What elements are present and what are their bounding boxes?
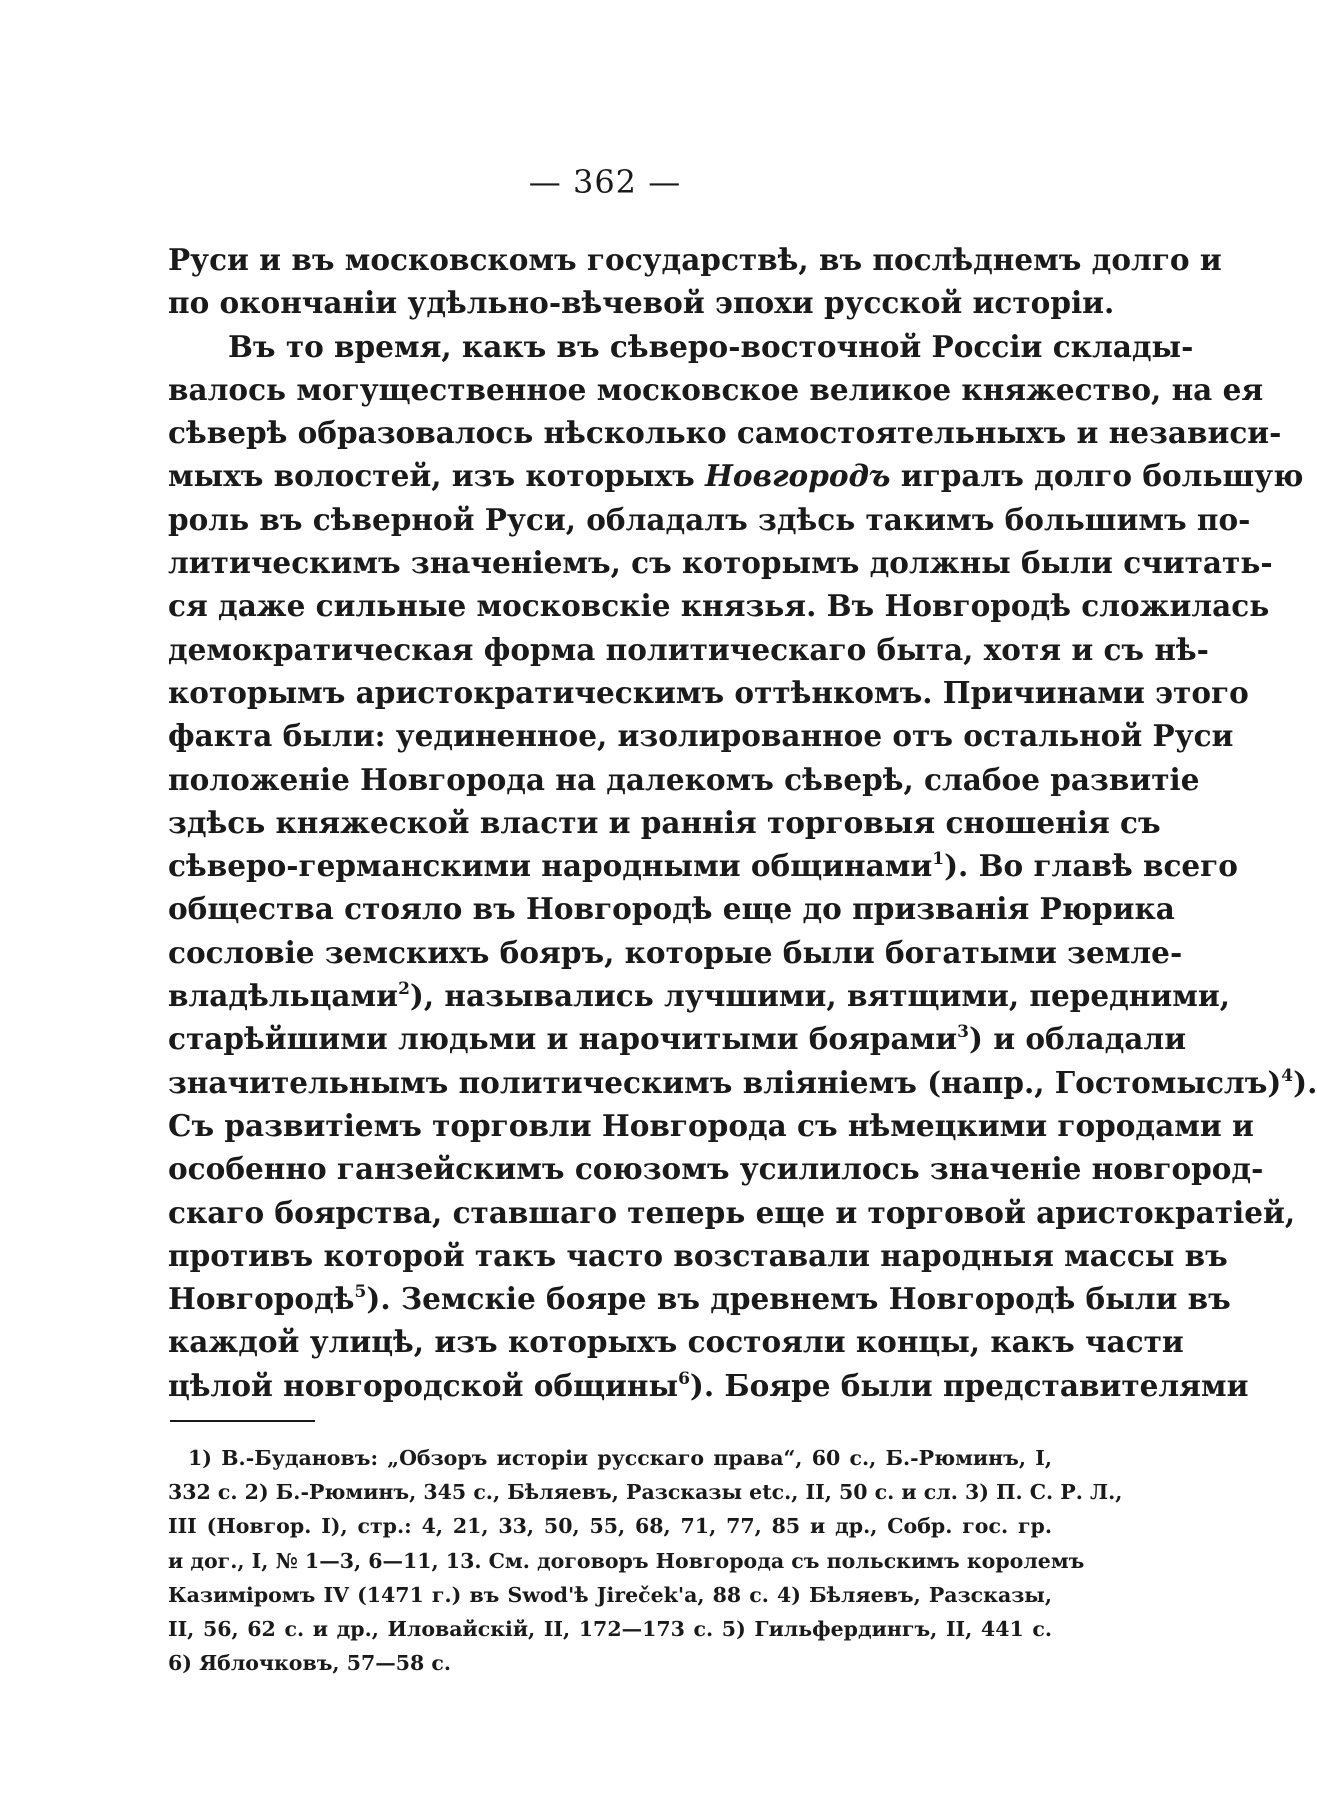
text-run: владѣльцами [168, 978, 399, 1014]
footnote-marker: 2 [398, 979, 410, 1000]
text-run: сѣверо-германскими народными общинами [168, 848, 933, 884]
text-line: скаго боярства, ставшаго теперь еще и торговой аристократіей, [168, 1194, 1296, 1230]
footnote-marker: 4 [1281, 1065, 1294, 1086]
text-line: литическимъ значеніемъ, съ которымъ должны были считать- [168, 545, 1273, 581]
page-number: — 362 — [528, 163, 682, 201]
italic-term: Новгородъ [705, 458, 891, 494]
footnote-line: II, 56, 62 с. и др., Иловайскій, II, 172—173 с. 5) Гильфердингъ, II, 441 с. [168, 1616, 1052, 1641]
footnote-line: 6) Яблочковъ, 57—58 с. [168, 1651, 452, 1676]
text-line [168, 844, 1238, 887]
text-line: которымъ аристократическимъ оттѣнкомъ. Причинами этого [168, 674, 1249, 710]
text-run: ). Земскіе бояре въ древнемъ Новгородѣ были въ [366, 1281, 1231, 1317]
footnote-line: Казиміромъ IV (1471 г.) въ Swod'ѣ Jireček'а, 88 с. 4) Бѣляевъ, Разсказы, [168, 1582, 1052, 1607]
footnotes [168, 1441, 1123, 1680]
footnote-marker: 6 [678, 1368, 690, 1389]
text-line [168, 1364, 1249, 1407]
footnote-marker: 3 [957, 1022, 969, 1043]
text-line: противъ которой такъ часто возставали народныя массы въ [168, 1237, 1228, 1273]
text-run: старѣйшими людьми и нарочитыми боярами [168, 1021, 958, 1057]
text-line: Въ то время, какъ въ сѣверо-восточной Россіи склады- [228, 328, 1194, 364]
text-line: каждой улицѣ, изъ которыхъ состояли концы, какъ части [168, 1324, 1184, 1360]
text-run: значительнымъ политическимъ вліяніемъ (напр., Гостомыслъ) [168, 1064, 1282, 1100]
text-run: игралъ долго большую [900, 458, 1304, 494]
text-line [168, 1061, 1317, 1104]
text-line: положеніе Новгорода на далекомъ сѣверѣ, слабое развитіе [168, 761, 1200, 797]
body-text [168, 238, 1317, 1407]
text-line: ся даже сильные московскіе князья. Въ Новгородѣ сложилась [168, 588, 1270, 624]
footnote-line: III (Новгор. I), стр.: 4, 21, 33, 50, 55, 68, 71, 77, 85 и др., Собр. гос. гр. [168, 1514, 1052, 1539]
text-line: Руси и въ московскомъ государствѣ, въ послѣднемъ долго и [168, 242, 1222, 277]
text-run: ), назывались лучшими, вятщими, передними, [409, 978, 1231, 1014]
text-line: здѣсь княжеской власти и раннія торговыя сношенія съ [168, 804, 1161, 840]
text-line: общества стояло въ Новгородѣ еще до призванія Рюрика [168, 891, 1175, 927]
text-line: сѣверѣ образовалось нѣсколько самостоятельныхъ и независи- [168, 415, 1282, 451]
footnote-line: и дог., I, № 1—3, 6—11, 13. См. договоръ Новгорода съ польскимъ королемъ [168, 1548, 1085, 1573]
text-run: мыхъ волостей, изъ которыхъ [168, 458, 695, 494]
text-run: ) и обладали [968, 1021, 1187, 1057]
footnote-separator [170, 1420, 315, 1422]
text-run: цѣлой новгородской общины [168, 1367, 679, 1403]
text-line [168, 1017, 1187, 1060]
text-line: факта были: уединенное, изолированное отъ остальной Руси [168, 718, 1234, 754]
text-line [168, 974, 1231, 1017]
text-line: демократическая форма политическаго быта, хотя и съ нѣ- [168, 631, 1209, 667]
text-line [168, 454, 1304, 497]
text-line: роль въ сѣверной Руси, обладалъ здѣсь такимъ большимъ по- [168, 501, 1251, 537]
text-line: Съ развитіемъ торговли Новгорода съ нѣмецкими городами и [168, 1107, 1254, 1143]
text-line: по окончаніи удѣльно-вѣчевой эпохи русской исторіи. [168, 285, 1115, 321]
text-line: валось могущественное московское великое княжество, на ея [168, 371, 1264, 407]
text-line: особенно ганзейскимъ союзомъ усилилось значеніе новгород- [168, 1151, 1264, 1187]
footnote-line: 332 с. 2) Б.-Рюминъ, 345 с., Бѣляевъ, Разсказы etc., II, 50 с. и сл. 3) П. С. Р. Л., [168, 1480, 1123, 1505]
footnote-marker: 5 [354, 1282, 367, 1303]
text-run: ). Бояре были представителями [689, 1367, 1249, 1403]
footnote-line: 1) В.-Будановъ: „Обзоръ исторіи русскаго права“, 60 с., Б.-Рюминъ, I, [188, 1446, 1052, 1470]
text-run: Новгородѣ [168, 1281, 355, 1317]
text-run: ). Во главѣ всего [944, 848, 1238, 884]
footnote-marker: 1 [932, 849, 945, 870]
text-run: ). [1293, 1064, 1317, 1100]
text-line [168, 1277, 1231, 1320]
text-line: сословіе земскихъ бояръ, которые были богатыми земле- [168, 934, 1183, 970]
